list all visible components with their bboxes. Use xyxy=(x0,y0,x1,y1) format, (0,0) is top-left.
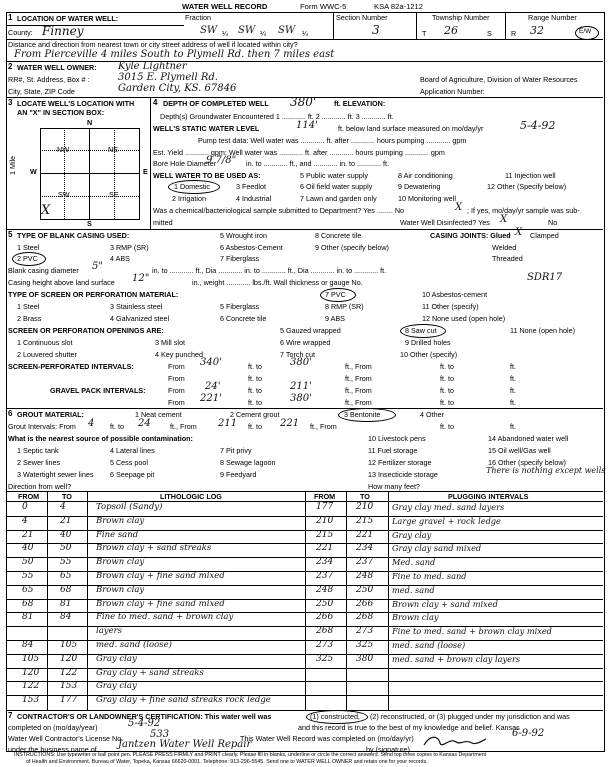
gravel-to-1: 211' xyxy=(290,381,312,392)
log-to: 40 xyxy=(60,529,72,540)
log-from: 268 xyxy=(316,626,334,637)
log-from: 40 xyxy=(22,543,34,554)
log-description: Gray clay + sand streaks xyxy=(96,667,204,678)
log-description: Brown clay + sand mixed xyxy=(392,598,498,609)
log-to: 266 xyxy=(356,598,374,609)
certification-heading: CONTRACTOR'S OR LANDOWNER'S CERTIFICATION: This water well was xyxy=(17,712,272,721)
township-number-label: Township Number xyxy=(432,13,490,22)
township-value: 26 xyxy=(444,24,458,37)
log-from: 273 xyxy=(316,640,334,650)
log-to: 237 xyxy=(356,557,374,568)
log-to: 380 xyxy=(356,653,374,664)
static-date: 5-4-92 xyxy=(520,119,556,132)
log-description: Gray clay xyxy=(392,529,432,540)
log-from: 120 xyxy=(22,667,40,678)
log-description: Brown clay + fine sand mixed xyxy=(96,598,225,609)
height-value: 12" xyxy=(132,273,150,284)
log-from: 234 xyxy=(316,557,334,568)
location-mark: X xyxy=(41,203,51,218)
gravel-label: GRAVEL PACK INTERVALS: xyxy=(50,386,146,395)
county-label: County: xyxy=(8,28,33,37)
log-description: Brown clay xyxy=(96,557,145,568)
form-number: Form WWC-5 xyxy=(300,2,347,11)
log-to: 50 xyxy=(60,543,72,554)
log-to: 84 xyxy=(60,612,72,623)
depth-value: 380' xyxy=(290,95,317,109)
log-from: 105 xyxy=(22,653,40,664)
log-to: 68 xyxy=(60,584,72,595)
static-value: 114' xyxy=(296,120,318,131)
log-to: 234 xyxy=(356,543,374,554)
log-from: 177 xyxy=(316,502,334,512)
log-description: Brown clay + sand streaks xyxy=(96,543,212,554)
log-description: Gray clay + fine sand streaks rock ledge xyxy=(96,695,271,706)
completed-date: 5-4-92 xyxy=(128,718,161,729)
range-number-label: Range Number xyxy=(528,13,577,22)
fraction-label: Fraction xyxy=(185,13,211,22)
gravel-to-2: 380' xyxy=(290,393,312,404)
log-to: 215 xyxy=(356,515,374,526)
diameter-label: Blank casing diameter xyxy=(8,266,79,275)
instructions-line-2: of Health and Environment, Bureau of Water, Topeka, Kansas 66620-0001. Telephone: 913-296-5545. Send one to WATER WELL OWNER and retain one for your records. xyxy=(26,759,428,765)
county-value: Finney xyxy=(42,24,84,38)
city-label: City, State, ZIP Code xyxy=(8,87,75,96)
log-from: 248 xyxy=(316,584,334,595)
log-to: 4 xyxy=(60,502,66,512)
bore-value: 9 7/8" xyxy=(206,155,237,166)
log-description: Med. sand xyxy=(392,557,436,568)
location-heading: LOCATION OF WATER WELL: xyxy=(17,14,119,23)
fraction-3: SW xyxy=(278,25,296,36)
disinfected-label: Water Well Disinfected? Yes xyxy=(400,218,490,227)
board-label: Board of Agriculture, Division of Water Resources xyxy=(420,75,578,84)
log-from: 215 xyxy=(316,529,334,540)
log-description: Fine to med. sand xyxy=(392,571,467,581)
section-grid xyxy=(40,128,140,220)
openings-heading: SCREEN OR PERFORATION OPENINGS ARE: xyxy=(8,326,164,335)
depth-label: DEPTH OF COMPLETED WELL xyxy=(163,99,269,108)
log-description: layers xyxy=(96,626,123,637)
use-label: WELL WATER TO BE USED AS: xyxy=(153,171,261,180)
perf-to: 380' xyxy=(290,357,312,368)
log-description: med. sand (loose) xyxy=(96,640,172,650)
gravel-from-1: 24' xyxy=(205,381,221,392)
business-name: Jantzen Water Well Repair xyxy=(118,739,252,750)
distance-value: From Pierceville 4 miles South to Plymell Rd. then 7 miles east xyxy=(14,49,335,60)
bore-label: Bore Hole Diameter xyxy=(153,159,217,168)
mile-label: 1 Mile xyxy=(8,155,17,175)
log-description: Brown clay xyxy=(392,612,439,623)
log-description: Fine sand xyxy=(96,529,139,540)
height-label: Casing height above land surface xyxy=(8,278,115,287)
log-from: 68 xyxy=(22,598,34,609)
log-description: Large gravel + rock ledge xyxy=(392,515,501,526)
gravel-from-2: 221' xyxy=(200,393,222,404)
log-to: 21 xyxy=(60,515,72,526)
log-to: 273 xyxy=(356,626,374,637)
log-to: 153 xyxy=(60,681,78,692)
section-number-label: Section Number xyxy=(336,13,388,22)
log-to: 325 xyxy=(356,640,374,650)
locate-heading: LOCATE WELL'S LOCATION WITH xyxy=(17,99,135,108)
application-label: Application Number: xyxy=(420,87,485,96)
form-title: WATER WELL RECORD xyxy=(182,2,268,11)
address-label: RR#, St. Address, Box # : xyxy=(8,75,90,84)
log-description: Topsoil (Sandy) xyxy=(96,502,163,512)
contamination-label: What is the nearest source of possible contamination: xyxy=(8,434,193,443)
log-from: 210 xyxy=(316,515,334,526)
log-from: 122 xyxy=(22,681,40,692)
log-from: 0 xyxy=(22,502,28,512)
log-description: Fine to med. sand + brown clay xyxy=(96,612,234,623)
signature xyxy=(420,733,490,751)
log-description: Brown clay xyxy=(96,584,145,595)
perf-from: 340' xyxy=(200,357,222,368)
instructions-line-1: INSTRUCTIONS: Use typewriter or ball point pen. PLEASE PRESS FIRMLY and PRINT clearly. Please fill in blanks, underline or circle the correct answers. Send top three copies to Kansas Department xyxy=(14,752,487,758)
log-to: 268 xyxy=(356,612,374,623)
log-to: 55 xyxy=(60,557,72,568)
license-value: 533 xyxy=(150,729,170,740)
log-from: 81 xyxy=(22,612,34,623)
screen-heading: TYPE OF SCREEN OR PERFORATION MATERIAL: xyxy=(8,290,179,299)
log-from: 4 xyxy=(22,515,28,526)
perf-label: SCREEN-PERFORATED INTERVALS: xyxy=(8,362,134,371)
log-description: Fine to med. sand + brown clay mixed xyxy=(392,626,552,637)
log-to: 81 xyxy=(60,598,72,609)
log-from: 84 xyxy=(22,640,34,650)
grout-intervals-label: Grout Intervals: From xyxy=(8,422,76,431)
log-from: 55 xyxy=(22,571,34,581)
section-value: 3 xyxy=(372,23,380,37)
log-from: 21 xyxy=(22,529,34,540)
static-label: WELL'S STATIC WATER LEVEL xyxy=(153,124,260,133)
log-to: 177 xyxy=(60,695,78,706)
log-description: Gray clay med. sand layers xyxy=(392,502,505,512)
log-to: 210 xyxy=(356,502,374,512)
fraction-1: SW xyxy=(200,25,218,36)
log-from: 237 xyxy=(316,571,334,581)
log-description: Brown clay + fine sand mixed xyxy=(96,571,225,581)
ksa-reference: KSA 82a-1212 xyxy=(374,2,423,11)
range-value: 32 xyxy=(530,24,544,37)
log-description: med. sand (loose) xyxy=(392,640,466,650)
log-description: med. sand + brown clay layers xyxy=(392,653,521,664)
log-to: 122 xyxy=(60,667,78,678)
log-to: 221 xyxy=(356,529,374,540)
city-value: Garden City, KS. 67846 xyxy=(118,83,237,94)
log-to: 120 xyxy=(60,653,78,664)
log-to: 248 xyxy=(356,571,374,581)
log-description: Gray clay sand mixed xyxy=(392,543,482,554)
log-to: 65 xyxy=(60,571,72,581)
fraction-2: SW xyxy=(238,25,256,36)
casing-heading: TYPE OF BLANK CASING USED: xyxy=(17,231,130,240)
log-description: med. sand xyxy=(392,584,435,595)
log-description: Brown clay xyxy=(96,515,145,526)
log-to: 105 xyxy=(60,640,78,650)
diameter-value: 5" xyxy=(92,261,103,272)
log-from: 221 xyxy=(316,543,334,554)
joints-label: CASING JOINTS: Glued xyxy=(430,231,511,240)
grout-heading: GROUT MATERIAL: xyxy=(17,410,84,419)
log-from: 325 xyxy=(316,653,334,664)
log-from: 65 xyxy=(22,584,34,595)
chem-label: Was a chemical/bacteriological sample submitted to Department? Yes ........ No xyxy=(153,206,405,215)
log-to: 250 xyxy=(356,584,374,595)
contamination-other: There is nothing except wells xyxy=(486,466,606,475)
log-from: 153 xyxy=(22,695,40,706)
log-from: 250 xyxy=(316,598,334,609)
owner-value: Kyle Lightner xyxy=(118,61,187,72)
address-value: 3015 E. Plymell Rd. xyxy=(118,72,218,83)
owner-heading: WATER WELL OWNER: xyxy=(17,63,97,72)
groundwater-label: Depth(s) Groundwater Encountered 1 ............ ft. 2 ............ ft. 3 ............ ft. xyxy=(160,112,394,121)
log-description: Gray clay xyxy=(96,653,137,664)
log-from: 266 xyxy=(316,612,334,623)
record-date: 6-9-92 xyxy=(512,728,545,739)
log-from: 50 xyxy=(22,557,34,568)
distance-label: Distance and direction from nearest town or city street address of well if located within city? xyxy=(8,40,298,49)
gauge-value: SDR17 xyxy=(527,272,563,283)
log-description: Gray clay xyxy=(96,681,137,692)
